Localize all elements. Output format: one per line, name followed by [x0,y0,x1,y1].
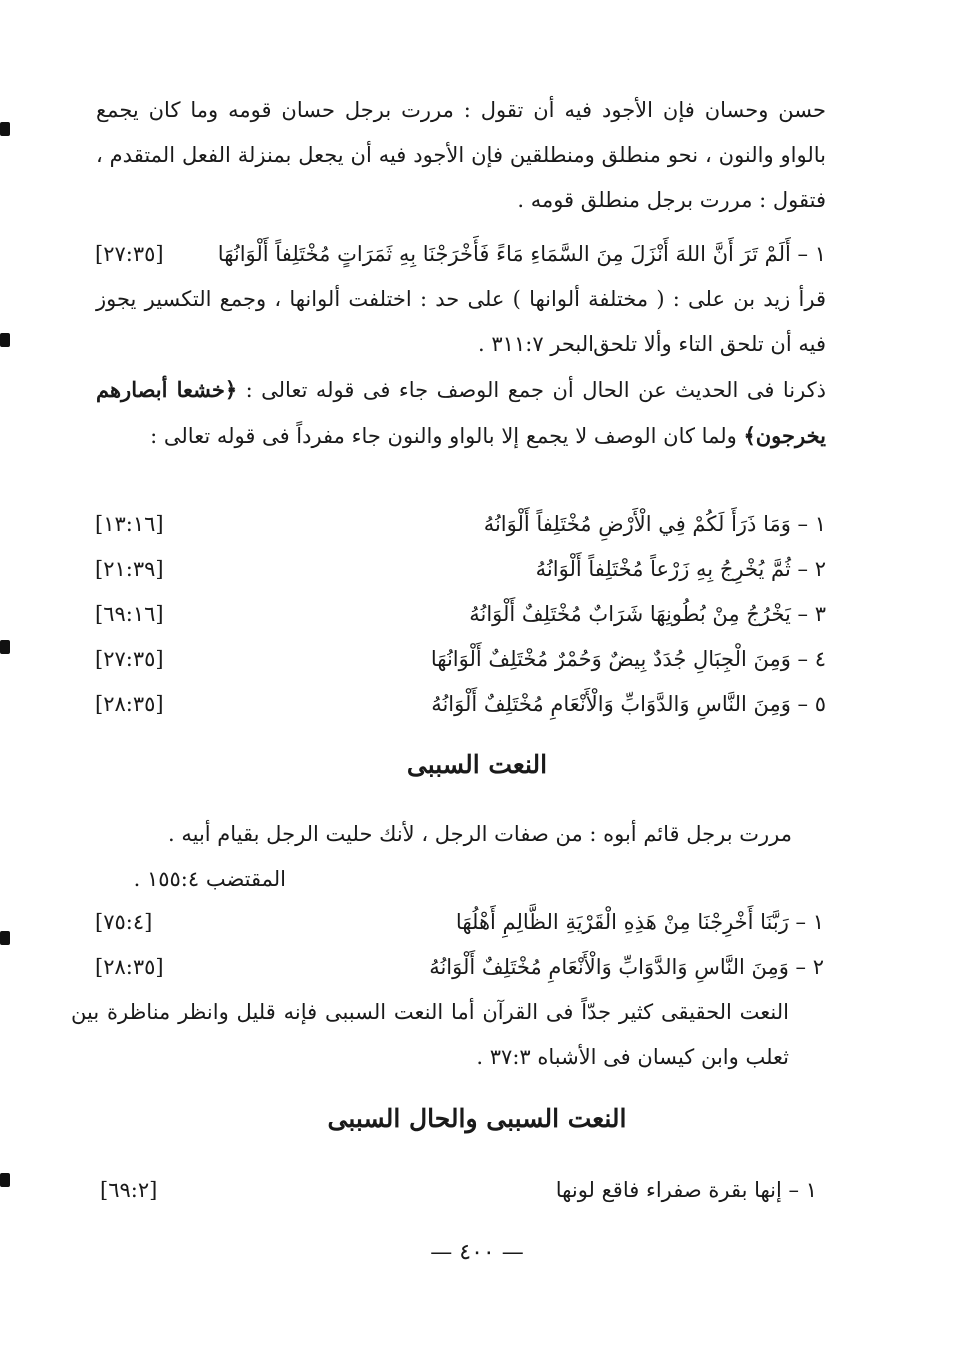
scan-mark [0,1173,10,1187]
verse-row [95,945,824,990]
verse-reference: [٧٥:٤] [95,910,153,934]
verse-reference: [١٣:١٦] [95,512,164,536]
verse-reference: [٢٧:٣٥] [95,647,164,671]
paragraph-5: النعت الحقيقى كثير جدّاً فى القرآن أما النعت السببى فإنه قليل وانظر مناظرة بين ثعلب وابن كيسان فى الأشباه ٣٧:٣ . [71,1000,789,1069]
paragraph-2-text: قرأ زيد بن على : ( مختلفة ألوانها ) على حد : اختلفت ألوانها ، وجمع التكسير يجوز فيه أن تلحق التاء وألا تلحق . [96,287,826,356]
verse-text: ٣ – يَخْرُجُ مِنْ بُطُونِهَا شَرَابٌ مُخْتَلِفٌ أَلْوَانُهُ [469,602,826,626]
verse-text: ٢ – ثُمَّ يُخْرِجُ بِهِ زَرْعاً مُخْتَلِفاً أَلْوَانُهُ [535,557,826,581]
verse-row [95,900,824,945]
paragraph-3-text-b: ولما كان الوصف لا يجمع إلا بالواو والنون جاء مفرداً فى قوله تعالى : [150,424,737,448]
verse-reference: [٢٧:٣٥] [95,242,164,266]
page-number: — ٤٠٠ — [430,1240,524,1265]
verse-row [95,502,826,547]
quoted-verse: ﴿خشعا أبصارهم يخرجون﴾ [96,377,826,448]
verse-text: ٥ – وَمِنَ النَّاسِ وَالدَّوَابِّ وَالْأَنْعَامِ مُخْتَلِفٌ أَلْوَانُهُ [431,692,826,716]
section-heading: النعت السببى [406,750,548,779]
scan-mark [0,122,10,136]
verse-row [95,547,826,592]
paragraph-3-text-a: ذكرنا فى الحديث عن الحال أن جمع الوصف جاء فى قوله تعالى : [245,378,826,402]
verse-reference: [٢١:٣٩] [95,557,164,581]
verse-text: ١ – إنها بقرة صفراء فاقع لونها [555,1178,817,1202]
paragraph-1: حسن وحسان فإن الأجود فيه أن تقول : مررت برجل حسان قومه وما كان يجمع بالواو والنون ، نحو منطلق ومنطلقين فإن الأجود فيه أن يجعل بمنزلة الفعل المتقدم ، فتقول : مررت برجل منطلق قومه . [96,98,826,212]
scan-mark [0,640,10,654]
verse-text: ٢ – وَمِنَ النَّاسِ وَالدَّوَابِّ وَالْأَنْعَامِ مُخْتَلِفٌ أَلْوَانُهُ [429,955,824,979]
verse-row [95,637,826,682]
paragraph-3 [96,367,826,459]
verse-row [95,682,826,727]
source-row [110,322,594,367]
section-heading: النعت السببى والحال السببى [327,1104,627,1133]
scan-mark [0,333,10,347]
verse-reference: [٢٨:٣٥] [95,955,164,979]
source-row [95,857,286,902]
verse-text: ٤ – وَمِنَ الْجِبَالِ جُدَدٌ بِيضٌ وَحُمْرٌ مُخْتَلِفٌ أَلْوَانُهَا [430,647,826,671]
verse-reference: [٢٨:٣٥] [95,692,164,716]
source-citation: المقتضب ١٥٥:٤ . [133,867,286,891]
verse-text: ١ – رَبَّنَا أَخْرِجْنَا مِنْ هَذِهِ الْقَرْيَةِ الظَّالِمِ أَهْلُهَا [455,910,824,934]
source-citation: البحر ٣١١:٧ . [478,332,594,356]
verse-row [100,1168,817,1213]
verse-text: ١ – وَمَا ذَرَأَ لَكُمْ فِي الْأَرْضِ مُخْتَلِفاً أَلْوَانُهُ [483,512,826,536]
paragraph-4: مررت برجل قائم أبوه : من صفات الرجل ، لأنك حليت الرجل بقيام أبيه . [168,822,792,846]
verse-reference: [٦٩:٢] [100,1178,158,1202]
verse-text: ١ – أَلَمْ تَرَ أَنَّ اللهَ أَنْزَلَ مِنَ السَّمَاءِ مَاءً فَأَخْرَجْنَا بِهِ ثَمَرَاتٍ مُخْتَلِفاً أَلْوَانُهَا [217,242,826,266]
verse-row [95,232,826,277]
scan-mark [0,931,10,945]
verse-reference: [٦٩:١٦] [95,602,164,626]
verse-row [95,592,826,637]
